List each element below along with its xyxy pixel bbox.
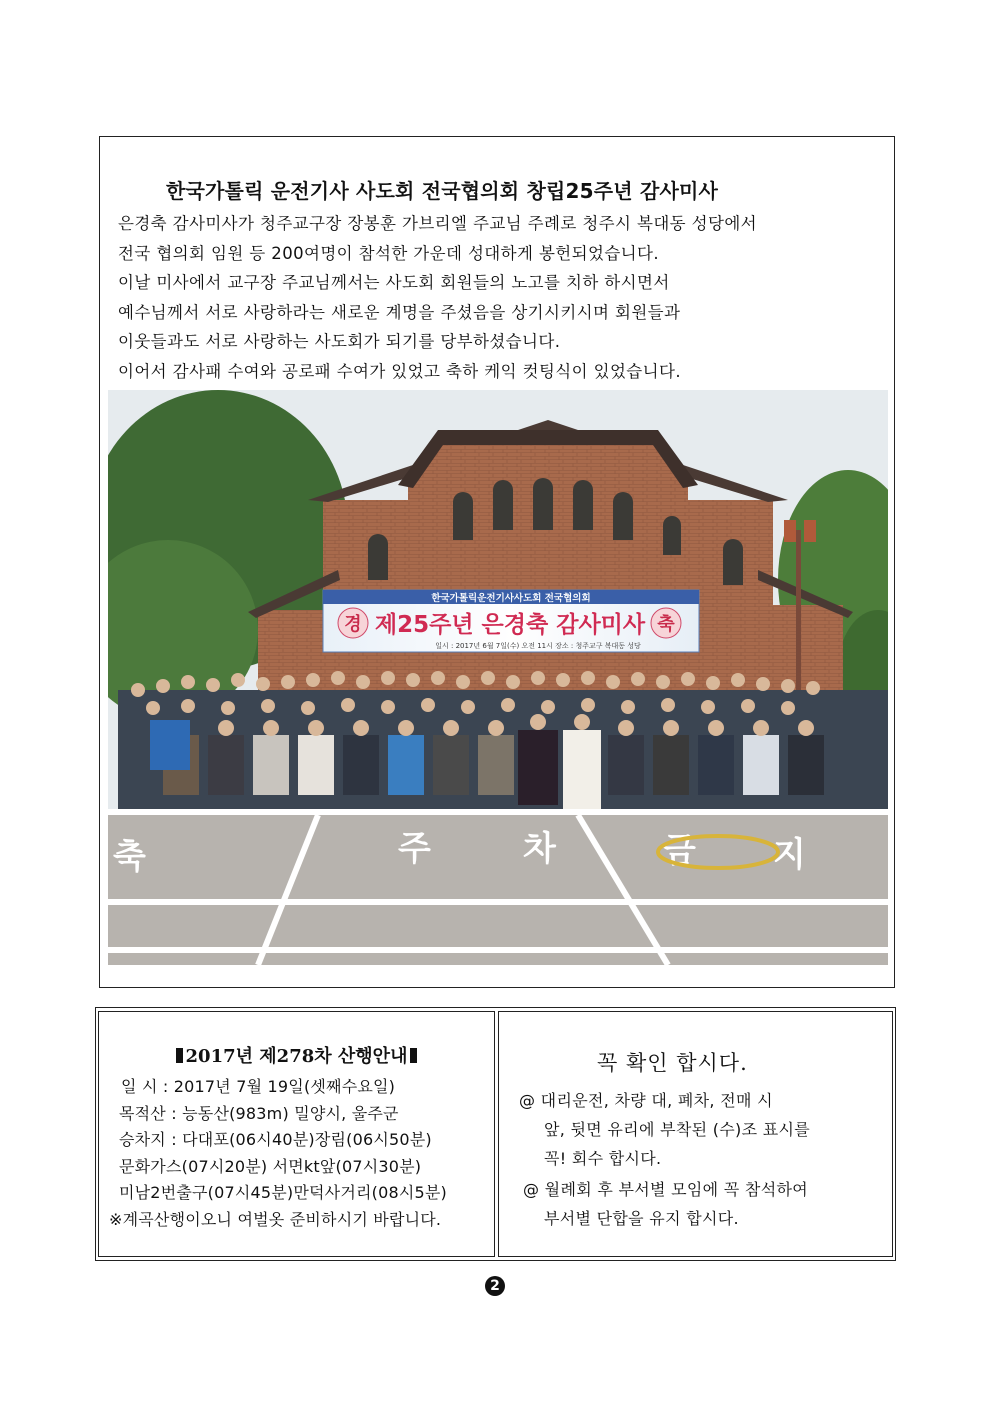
banner-main-text: 제25주년 은경축 감사미사 xyxy=(374,612,646,638)
notice-line: 승차지 : 다대포(06시40분)장림(06시50분) xyxy=(119,1130,432,1149)
pavement xyxy=(108,810,888,965)
article-line: 이웃들과도 서로 사랑하는 사도회가 되기를 당부하셨습니다. xyxy=(118,332,561,352)
article-line: 전국 협의회 임원 등 200여명이 참석한 가운데 성대하게 봉헌되었습니다. xyxy=(118,243,659,263)
check-line: 꼭! 회수 합시다. xyxy=(544,1149,662,1168)
article-line: 은경축 감사미사가 청주교구장 장봉훈 가브리엘 주교님 주례로 청주시 복대동 성당에서 xyxy=(118,214,758,233)
banner-top-text: 한국가톨릭운전기사사도회 전국협의회 xyxy=(431,593,591,604)
notice-line: 목적산 : 능동산(983m) 밀양시, 울주군 xyxy=(119,1103,399,1123)
ground-text: 주 xyxy=(398,829,431,869)
ground-text: 지 xyxy=(773,835,806,875)
square-bullet-icon xyxy=(410,1048,417,1063)
ground-text: 차 xyxy=(523,829,556,869)
article-body xyxy=(118,209,878,387)
group-photo xyxy=(108,390,888,965)
check-line: @ 대리운전, 차량 대, 폐차, 전매 시 xyxy=(519,1091,773,1110)
article-line: 이날 미사에서 교구장 주교님께서는 사도회 회원들의 노고를 치하 하시면서 xyxy=(118,273,670,293)
article-box xyxy=(99,136,895,988)
hiking-notice-box xyxy=(98,1011,495,1257)
check-line: @ 월례회 후 부서별 모임에 꼭 참석하여 xyxy=(523,1180,808,1199)
notice-line: 문화가스(07시20분) 서면kt앞(07시30분) xyxy=(119,1156,422,1176)
page-number: 2 xyxy=(485,1276,505,1296)
banner-info-text: 일시 : 2017년 6월 7일(수) 오전 11시 장소 : 청주교구 복대동 성당 xyxy=(435,642,641,650)
notice-line: 일 시 : 2017년 7월 19일(셋째수요일) xyxy=(121,1077,396,1096)
article-title: 한국가톨릭 운전기사 사도회 전국협의회 창립25주년 감사미사 xyxy=(166,179,719,203)
notice-line: 미남2번출구(07시45분)만덕사거리(08시5분) xyxy=(119,1183,447,1202)
group-photo-illustration xyxy=(108,390,888,965)
notice-title-text: 2017년 제278차 산행안내 xyxy=(185,1046,408,1067)
article-line: 이어서 감사패 수여와 공로패 수여가 있었고 축하 케익 컷팅식이 있었습니다. xyxy=(118,361,681,381)
square-bullet-icon xyxy=(176,1048,183,1063)
bottom-section xyxy=(95,1007,896,1261)
ground-text: 금 xyxy=(663,831,696,871)
check-title: 꼭 확인 합시다. xyxy=(597,1051,748,1075)
check-line: 앞, 뒷면 유리에 부착된 (수)조 표시를 xyxy=(544,1120,810,1139)
article-line: 예수님께서 서로 사랑하라는 새로운 계명을 주셨음을 상기시키시며 회원들과 xyxy=(118,302,681,322)
crowd xyxy=(118,671,888,820)
banner-right-char: 축 xyxy=(657,614,675,635)
notice-line: ※계곡산행이오니 여벌옷 준비하시기 바랍니다. xyxy=(109,1209,442,1229)
notice-lines xyxy=(109,1074,447,1233)
check-line: 부서별 단합을 유지 합시다. xyxy=(544,1209,739,1228)
check-lines xyxy=(519,1086,810,1233)
check-box xyxy=(498,1011,893,1257)
ground-text: 축 xyxy=(113,837,146,877)
notice-title xyxy=(99,1042,494,1068)
banner-left-char: 경 xyxy=(344,614,362,635)
